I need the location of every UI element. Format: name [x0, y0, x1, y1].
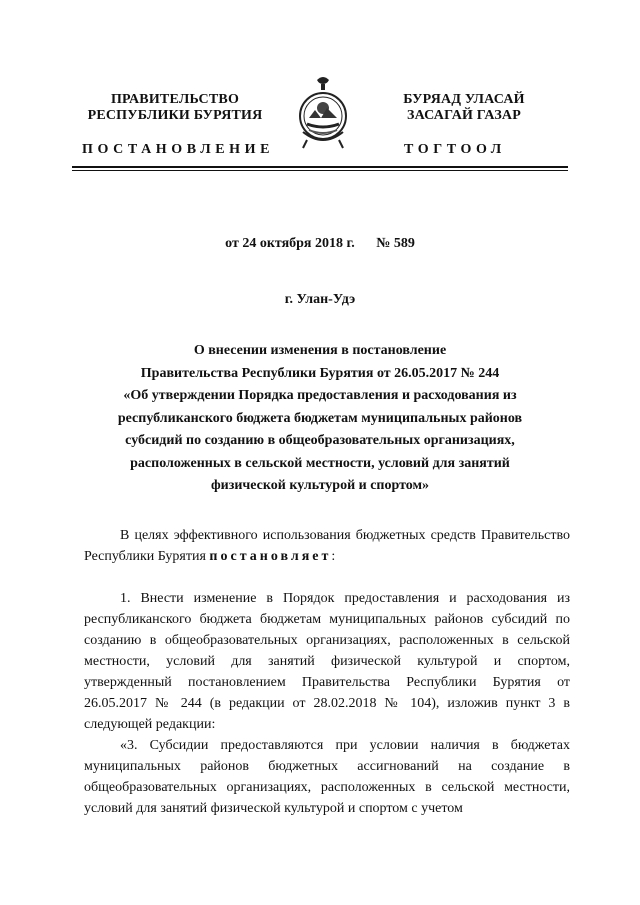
preamble-end: :	[331, 549, 336, 564]
document-number: № 589	[376, 236, 415, 251]
document-title	[90, 340, 550, 498]
header-rule-thick	[72, 166, 568, 168]
title-line: «Об утверждении Порядка предоставления и расходования из	[123, 388, 517, 403]
title-line: республиканского бюджета бюджетам муниципальных районов	[117, 410, 523, 426]
title-line: расположенных в сельской местности, условий для занятий	[130, 455, 510, 471]
document-date: от 24 октября 2018 г.	[225, 236, 355, 251]
issuer-line-2: РЕСПУБЛИКИ БУРЯТИЯ	[87, 108, 263, 123]
coat-of-arms-icon	[297, 74, 349, 152]
issuer-name-bua	[378, 92, 550, 124]
resolves-word: постановляет	[209, 549, 332, 564]
title-line: Правительства Республики Бурятия от 26.05.2017 № 244	[140, 365, 500, 381]
document-kind-ru: ПОСТАНОВЛЕНИЕ	[82, 142, 275, 157]
document-city: г. Улан-Удэ	[284, 292, 356, 307]
clause-1-paragraph: 1. Внести изменение в Порядок предоставления и расходования из республиканского бюджета бюджетам муниципальных районов субсидий по созданию в общеобразовательных организациях, расположенных в сельской местности, условий для занятий физической культурой и спортом, утвержденный постановлением Правительства Республики Бурятия от 26.05.2017 № 244 (в редакции от 28.02.2018 № 104), изложив пункт 3 в следующей редакции:	[84, 591, 570, 732]
issuer-name-ru	[82, 92, 268, 124]
issuer-line-1: ПРАВИТЕЛЬСТВО	[110, 92, 240, 107]
issuer-line-1: БУРЯАД УЛАСАЙ	[403, 92, 525, 107]
document-body	[84, 525, 570, 819]
title-line: физической культурой и спортом»	[210, 478, 430, 493]
date-number-line	[0, 236, 640, 252]
clause-3-quote-paragraph: «3. Субсидии предоставляются при условии наличия в бюджетах муниципальных районов бюджетных ассигнований на создание в общеобразовательных организациях, расположенных в сельской местности, условий для занятий физической культурой и спортом с учетом	[84, 738, 570, 816]
title-line: О внесении изменения в постановление	[193, 343, 447, 358]
preamble-paragraph	[84, 525, 570, 567]
document-kind-bua: ТОГТООЛ	[404, 142, 506, 157]
title-line: субсидий по созданию в общеобразовательных организациях,	[125, 433, 515, 448]
preamble-text: В целях эффективного использования бюджетных средств Правительство Республики Бурятия	[84, 528, 570, 564]
issuer-line-2: ЗАСАГАЙ ГАЗАР	[406, 108, 521, 123]
header-rule-thin	[72, 170, 568, 171]
